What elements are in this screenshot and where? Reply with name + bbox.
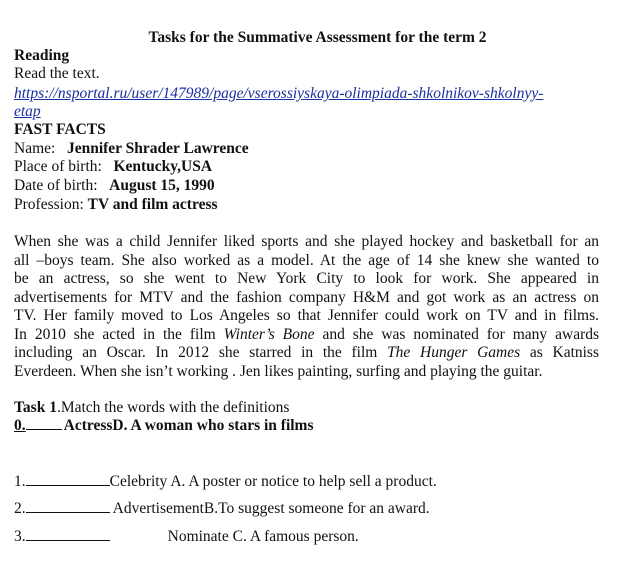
task1-heading [14,399,289,417]
example-number: 0. [14,417,26,434]
fact-name-label: Name: [14,140,56,157]
item-text: AdvertisementB.To suggest someone for an award. [109,500,430,517]
fast-facts-heading: FAST FACTS [14,121,106,138]
paragraph-line [14,344,599,363]
fact-place-label: Place of birth: [14,158,102,175]
item-number: 3. [14,528,26,545]
paragraph-line: TV. Her family moved to Los Angeles so that Jennifer could work on TV and in films. [14,307,599,324]
fact-date [14,177,215,195]
fact-date-value: August 15, 1990 [109,177,215,194]
item-number: 1. [14,473,26,490]
answer-blank-3[interactable] [26,528,110,541]
task1-label: Task 1 [14,399,57,416]
film-title-winters-bone: Winter’s Bone [223,325,315,343]
instruction-text: Read the text. [14,65,100,82]
page-title: Tasks for the Summative Assessment for the term 2 [148,29,487,46]
fact-name-value: Jennifer Shrader Lawrence [66,140,249,157]
fact-profession-label: Profession: [14,196,84,213]
source-link[interactable]: https://nsportal.ru/user/147989/page/vserossiyskaya-olimpiada-shkolnikov-shkolnyy- [14,85,544,102]
source-link-continuation[interactable]: etap [14,103,41,120]
example-blank [26,417,62,430]
paragraph-line: Everdeen. When she isn’t working . Jen likes painting, surfing and playing the guitar. [14,362,543,380]
answer-blank-1[interactable] [26,473,110,486]
task1-instruction: .Match the words with the definitions [56,399,290,416]
task1-example [14,417,314,435]
fact-date-label: Date of birth: [14,177,98,194]
paragraph-text: and she was nominated for many awards [314,325,600,343]
task1-item-3 [14,528,359,546]
paragraph-line: advertisements for MTV and the fashion company H&M and got work as an actress on [14,288,599,306]
paragraph-text: In 2010 she acted in the film [14,325,224,343]
paragraph-text: including an Oscar. In 2012 she starred in the film [14,344,388,361]
item-number: 2. [14,500,26,517]
item-text: Celebrity A. A poster or notice to help sell a product. [109,473,437,490]
task1-item-2 [14,500,430,518]
answer-blank-2[interactable] [26,500,110,513]
fact-place-value: Kentucky,USA [113,158,213,175]
fact-place [14,158,212,176]
example-text: ActressD. A woman who stars in films [63,417,314,434]
item-text: Nominate C. A famous person. [167,528,359,545]
paragraph-line: be an actress, so she went to New York City to look for work. She appeared in [14,270,599,287]
fact-profession-value: TV and film actress [87,196,218,213]
section-heading: Reading [14,47,70,64]
reading-paragraph [14,233,599,381]
paragraph-line [14,326,599,345]
paragraph-line: all –boys team. She also worked as a model. At the age of 14 she knew she wanted to [14,251,599,269]
fact-name [14,140,249,158]
paragraph-text: as Katniss [520,344,599,361]
task1-item-1 [14,473,437,491]
film-title-hunger-games: The Hunger Games [387,344,521,361]
paragraph-line: When she was a child Jennifer liked sports and she played hockey and basketball for an [14,233,599,250]
fact-profession [14,196,218,214]
